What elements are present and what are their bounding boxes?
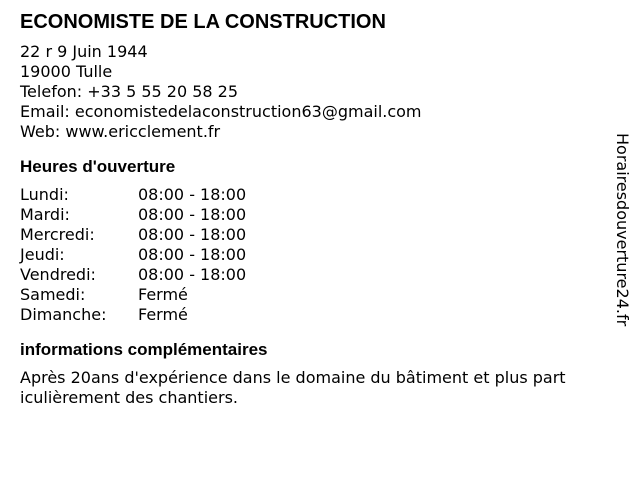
address-street: 22 r 9 Juin 1944 [20, 42, 148, 61]
day-hours: Fermé [138, 305, 188, 324]
hours-row-saturday [20, 285, 615, 305]
day-hours: 08:00 - 18:00 [138, 225, 247, 244]
day-hours: 08:00 - 18:00 [138, 265, 247, 284]
additional-info-heading: informations complémentaires [20, 340, 268, 359]
day-hours: 08:00 - 18:00 [138, 205, 247, 224]
hours-row-tuesday [20, 205, 615, 225]
day-hours: 08:00 - 18:00 [138, 185, 247, 204]
site-watermark: Horairesdouverture24.fr [613, 133, 632, 327]
hours-row-friday [20, 265, 615, 285]
website: Web: www.ericclement.fr [20, 122, 221, 141]
email-address: Email: economistedelaconstruction63@gmail.com [20, 102, 422, 121]
day-hours: 08:00 - 18:00 [138, 245, 247, 264]
opening-hours-list [20, 185, 615, 325]
hours-row-wednesday [20, 225, 615, 245]
opening-hours-heading: Heures d'ouverture [20, 157, 176, 176]
day-label: Vendredi: [20, 265, 96, 284]
day-hours: Fermé [138, 285, 188, 304]
business-name: ECONOMISTE DE LA CONSTRUCTION [20, 11, 386, 33]
hours-row-thursday [20, 245, 615, 265]
day-label: Dimanche: [20, 305, 107, 324]
hours-row-monday [20, 185, 615, 205]
day-label: Samedi: [20, 285, 86, 304]
hours-row-sunday [20, 305, 615, 325]
additional-info-text: Après 20ans d'expérience dans le domaine du bâtiment et plus part iculièrement des chantiers. [20, 368, 566, 407]
day-label: Lundi: [20, 185, 69, 204]
address-city: 19000 Tulle [20, 62, 113, 81]
business-card [20, 10, 615, 408]
day-label: Mercredi: [20, 225, 95, 244]
day-label: Jeudi: [20, 245, 65, 264]
day-label: Mardi: [20, 205, 70, 224]
phone-number: Telefon: +33 5 55 20 58 25 [20, 82, 239, 101]
